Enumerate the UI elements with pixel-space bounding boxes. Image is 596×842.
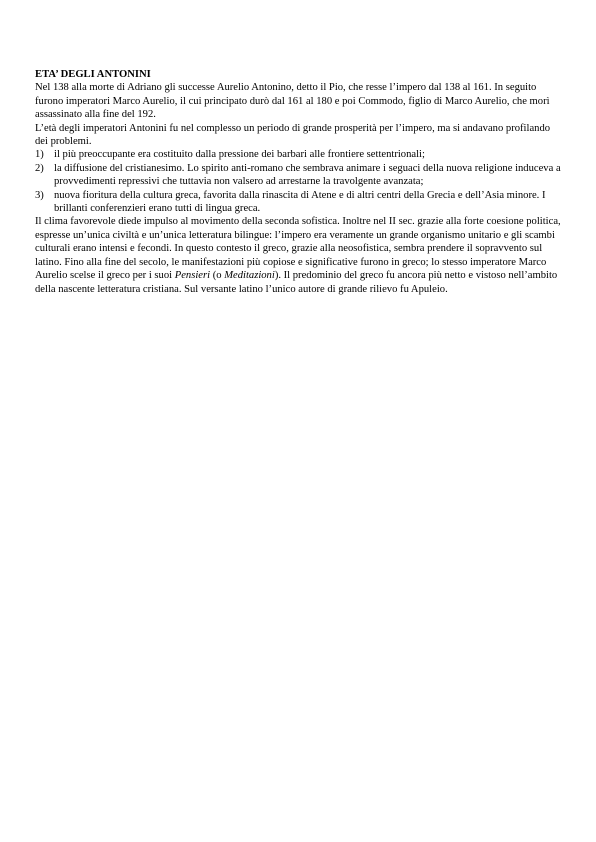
list-item-text: il più preoccupante era costituito dalla pressione dei barbari alle frontiere settentrionali;: [54, 149, 425, 161]
list-item: [35, 148, 565, 161]
problems-list: [35, 148, 565, 215]
paragraph-second-sophistic: [35, 215, 565, 295]
list-item-text: la diffusione del cristianesimo. Lo spirito anti-romano che sembrava animare i seguaci della nuova religione induceva a provvedimenti repressivi che tuttavia non valsero ad arrestarne la travolgente avanzata;: [54, 162, 561, 188]
paragraph-intro: Nel 138 alla morte di Adriano gli successe Aurelio Antonino, detto il Pio, che resse l’impero dal 138 al 161. In seguito furono imperatori Marco Aurelio, il cui principato durò dal 161 al 180 e poi Commodo, figlio di Marco Aurelio, che morì assassinato alla fine del 192.: [35, 82, 550, 121]
italic-title-pensieri: Pensieri: [174, 270, 211, 282]
list-item-number: 1): [35, 149, 44, 161]
paragraph-prosperity: L’età degli imperatori Antonini fu nel complesso un periodo di grande prosperità per l’impero, ma si andavano profilando dei problemi.: [35, 122, 551, 148]
document-title: ETA’ DEGLI ANTONINI: [35, 69, 151, 80]
list-item-text: nuova fioritura della cultura greca, favorita dalla rinascita di Atene e di altri centri della Grecia e dell’Asia minore. I brillanti conferenzieri erano tutti di lingua greca.: [54, 189, 546, 215]
paragraph-text: Il clima favorevole diede impulso al movimento della seconda sofistica. Inoltre nel II sec. grazie alla forte coesione politica, espresse un’unica civiltà e un’unica letteratura bilingue: l’impero era veramente un grande organismo unitario e gli scambi culturali erano intensi e fecondi. In questo contesto il greco, grazie alla neosofistica, sembra prendere il sopravvento sul latino. Fino alla fine del secolo, le manifestazioni più copiose e significative furono in greco; lo stesso imperatore Marco Aurelio scelse il greco per i suoi: [35, 216, 561, 282]
list-item-number: 2): [35, 162, 44, 174]
list-item-number: 3): [35, 189, 44, 201]
italic-title-meditazioni: Meditazioni: [224, 270, 275, 282]
list-item: [35, 189, 565, 216]
paragraph-text: (o: [210, 270, 225, 282]
document-page: [35, 68, 565, 296]
list-item: [35, 162, 565, 189]
paragraph-text: ). Il predominio del greco fu ancora più netto e vistoso nell’ambito della nascente letteratura cristiana. Sul versante latino l’unico autore di grande rilievo fu Apuleio.: [35, 270, 558, 295]
